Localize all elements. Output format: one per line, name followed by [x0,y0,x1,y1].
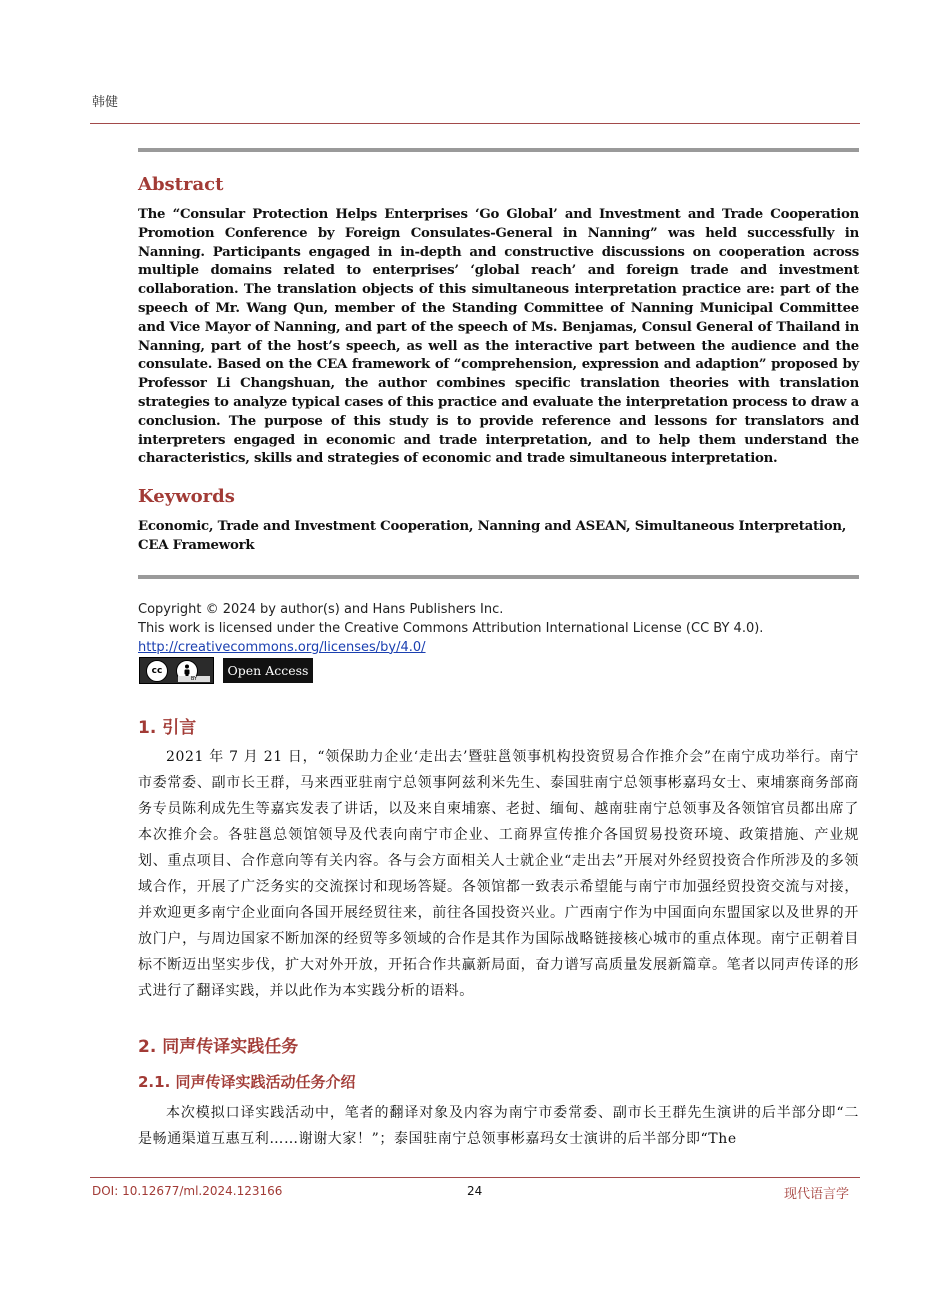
keywords-heading: Keywords [138,486,235,507]
section1-heading: 1. 引言 [138,718,197,738]
license-link[interactable]: http://creativecommons.org/licenses/by/4.0/ [138,639,426,655]
cc-by-label: BY [178,676,210,682]
cc-by-badge[interactable] [139,657,214,684]
abstract-top-bar [138,148,859,152]
copyright-line: Copyright © 2024 by author(s) and Hans Publishers Inc. [138,602,504,617]
footer-page-number: 24 [467,1184,483,1198]
open-access-badge: Open Access [223,658,313,683]
header-author: 韩健 [92,95,119,110]
footer-journal-name: 现代语言学 [784,1187,850,1202]
header-divider [90,123,860,124]
cc-icon: cc [146,660,168,682]
abstract-text: The “Consular Protection Helps Enterprises ‘Go Global’ and Investment and Trade Cooperation Promotion Conference by Foreign Consulates-General in Nanning” was held successfully in Nanning. Participants engaged in in-depth and constructive discussions on cooperation across multiple domains related to enterprises’ ‘global reach’ and foreign trade and investment collaboration. The translation objects of this simultaneous interpretation practice are: part of the speech of Mr. Wang Qun, member of the Standing Committee of Nanning Municipal Committee and Vice Mayor of Nanning, and part of the speech of Ms. Benjamas, Consul General of Thailand in Nanning, part of the host’s speech, as well as the interactive part between the audience and the consulate. Based on the CEA framework of “comprehension, expression and adaption” proposed by Professor Li Changshuan, the author combines specific translation theories with translation strategies to analyze typical cases of this practice and evaluate the interpretation process to draw a conclusion. The purpose of this study is to provide reference and lessons for translators and interpreters engaged in economic and trade interpretation, and to help them understand the characteristics, skills and strategies of economic and trade simultaneous interpretation. [138,207,859,467]
abstract-bottom-bar [138,575,859,579]
section2-heading: 2. 同声传译实践任务 [138,1037,299,1057]
license-statement: This work is licensed under the Creative Commons Attribution International License (CC BY 4.0). [138,620,764,636]
section1-paragraph: 2021 年 7 月 21 日，“领保助力企业‘走出去’暨驻邕领事机构投资贸易合作推介会”在南宁成功举行。南宁市委常委、副市长王群，马来西亚驻南宁总领事阿兹利米先生、泰国驻南宁总领事彬嘉玛女士、柬埔寨商务部商务专员陈利成先生等嘉宾发表了讲话，以及来自柬埔寨、老挝、缅甸、越南驻南宁总领事及各领馆官员都出席了本次推介会。各驻邕总领馆领导及代表向南宁市企业、工商界宣传推介各国贸易投资环境、政策措施、产业规划、重点项目、合作意向等有关内容。各与会方面相关人士就企业“走出去”开展对外经贸投资合作所涉及的多领域合作，开展了广泛务实的交流探讨和现场答疑。各领馆都一致表示希望能与南宁市加强经贸投资交流与对接，并欢迎更多南宁企业面向各国开展经贸往来，前往各国投资兴业。广西南宁作为中国面向东盟国家以及世界的开放门户，与周边国家不断加深的经贸等多领域的合作是其作为国际战略链接核心城市的重点体现。南宁正朝着目标不断迈出坚实步伐，扩大对外开放，开拓合作共赢新局面，奋力谱写高质量发展新篇章。笔者以同声传译的形式进行了翻译实践，并以此作为本实践分析的语料。 [138,749,859,999]
license-block [138,601,859,657]
section2-1-heading: 2.1. 同声传译实践活动任务介绍 [138,1073,356,1091]
section2-1-paragraph: 本次模拟口译实践活动中，笔者的翻译对象及内容为南宁市委常委、副市长王群先生演讲的后半部分即“二是畅通渠道互惠互利……谢谢大家！”；泰国驻南宁总领事彬嘉玛女士演讲的后半部分即“The [138,1105,859,1147]
keywords-text: Economic, Trade and Investment Cooperation, Nanning and ASEAN, Simultaneous Interpretation, CEA Framework [138,519,847,553]
abstract-heading: Abstract [138,174,224,195]
footer-divider [90,1177,860,1178]
footer-doi[interactable]: DOI: 10.12677/ml.2024.123166 [92,1184,283,1198]
